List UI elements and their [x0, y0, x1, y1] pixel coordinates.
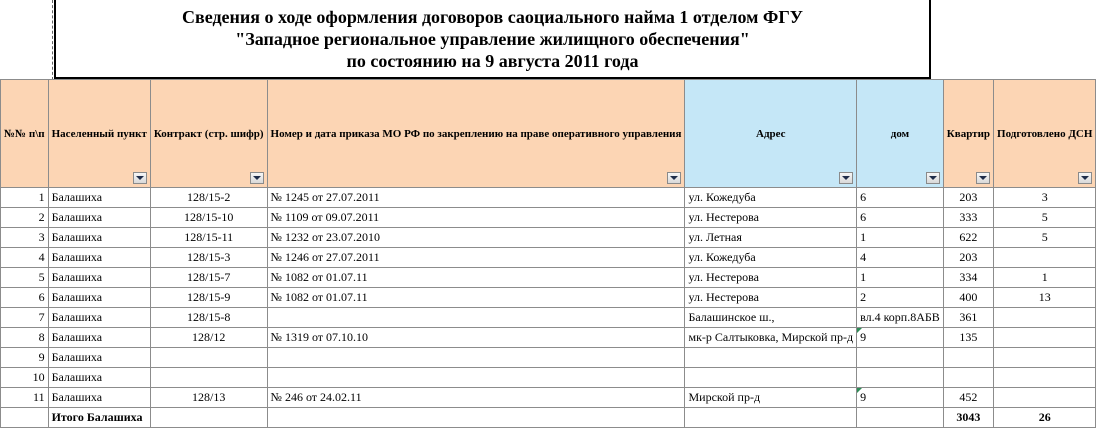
cell-num[interactable]: 7 — [1, 308, 49, 328]
cell-num[interactable]: 3 — [1, 228, 49, 248]
cell-apartments[interactable] — [943, 368, 993, 388]
cell-contract[interactable]: 128/15-9 — [150, 288, 267, 308]
cell-prepared[interactable] — [994, 368, 1096, 388]
header-settlement-label: Населенный пункт — [51, 127, 147, 140]
cell-order[interactable]: № 1319 от 07.10.10 — [267, 328, 685, 348]
cell-house[interactable]: 9 — [857, 388, 944, 408]
cell-prepared[interactable]: 5 — [994, 228, 1096, 248]
cell-num[interactable]: 5 — [1, 268, 49, 288]
table-row — [1, 308, 1096, 328]
cell-apartments[interactable]: 622 — [943, 228, 993, 248]
cell-house[interactable] — [857, 348, 944, 368]
cell-settlement[interactable]: Балашиха — [48, 208, 150, 228]
header-house-label: дом — [890, 127, 910, 140]
cell-house[interactable]: 4 — [857, 248, 944, 268]
cell-order[interactable]: № 1246 от 27.07.2011 — [267, 248, 685, 268]
cell-house[interactable] — [857, 368, 944, 388]
filter-dropdown-icon[interactable] — [1078, 172, 1092, 184]
cell-prepared[interactable] — [994, 308, 1096, 328]
filter-dropdown-icon[interactable] — [839, 172, 853, 184]
table-row — [1, 208, 1096, 228]
title-line-3: по состоянию на 9 августа 2011 года — [346, 50, 639, 71]
title-band — [0, 0, 934, 80]
cell-prepared[interactable]: 5 — [994, 208, 1096, 228]
cell-settlement[interactable]: Балашиха — [48, 328, 150, 348]
header-prepared-label: Подготовлено ДСН — [997, 127, 1093, 140]
cell-apartments[interactable]: 334 — [943, 268, 993, 288]
cell-address[interactable] — [685, 348, 857, 368]
header-prepared[interactable] — [994, 80, 1096, 188]
cell-order[interactable]: № 1245 от 27.07.2011 — [267, 188, 685, 208]
cell-house[interactable]: 2 — [857, 288, 944, 308]
filter-dropdown-icon[interactable] — [667, 172, 681, 184]
cell-address[interactable]: ул. Нестерова — [685, 208, 857, 228]
cell-address[interactable] — [685, 408, 857, 428]
total-apartments[interactable]: 3043 — [943, 408, 993, 428]
cell-order[interactable] — [267, 368, 685, 388]
cell-prepared[interactable] — [994, 328, 1096, 348]
cell-order[interactable] — [267, 308, 685, 328]
cell-settlement[interactable]: Балашиха — [48, 368, 150, 388]
cell-order[interactable] — [267, 408, 685, 428]
table-row — [1, 348, 1096, 368]
cell-contract[interactable]: 128/15-2 — [150, 188, 267, 208]
cell-address[interactable]: ул. Нестерова — [685, 268, 857, 288]
table-row — [1, 248, 1096, 268]
cell-house[interactable]: 9 — [857, 328, 944, 348]
cell-num[interactable] — [1, 408, 49, 428]
cell-address[interactable] — [685, 368, 857, 388]
cell-apartments[interactable] — [943, 348, 993, 368]
cell-apartments[interactable]: 361 — [943, 308, 993, 328]
cell-apartments[interactable]: 135 — [943, 328, 993, 348]
header-num-label: №№ п\п — [4, 127, 45, 140]
cell-num[interactable]: 10 — [1, 368, 49, 388]
table-row — [1, 388, 1096, 408]
cell-settlement[interactable]: Балашиха — [48, 188, 150, 208]
cell-settlement[interactable]: Балашиха — [48, 388, 150, 408]
cell-address[interactable]: ул. Летная — [685, 228, 857, 248]
cell-order[interactable]: № 1082 от 01.07.11 — [267, 268, 685, 288]
cell-address[interactable]: ул. Кожедуба — [685, 248, 857, 268]
cell-contract[interactable]: 128/13 — [150, 388, 267, 408]
report-title[interactable] — [54, 0, 931, 79]
cell-num[interactable]: 2 — [1, 208, 49, 228]
table-row — [1, 368, 1096, 388]
cell-address[interactable]: Балашинское ш., — [685, 308, 857, 328]
cell-apartments[interactable]: 203 — [943, 188, 993, 208]
table-row — [1, 188, 1096, 208]
filter-dropdown-icon[interactable] — [250, 172, 264, 184]
cell-settlement[interactable]: Балашиха — [48, 348, 150, 368]
cell-contract[interactable]: 128/12 — [150, 328, 267, 348]
header-row — [1, 80, 1096, 188]
cell-contract[interactable] — [150, 368, 267, 388]
cell-order[interactable]: № 1109 от 09.07.2011 — [267, 208, 685, 228]
header-house[interactable] — [857, 80, 944, 188]
title-line-1: Сведения о ходе оформления договоров саоциального найма 1 отделом ФГУ — [181, 6, 804, 27]
filter-dropdown-icon[interactable] — [926, 172, 940, 184]
cell-house[interactable]: вл.4 корп.8АБВ — [857, 308, 944, 328]
cell-contract[interactable]: 128/15-8 — [150, 308, 267, 328]
cell-num[interactable]: 6 — [1, 288, 49, 308]
cell-order[interactable]: № 1082 от 01.07.11 — [267, 288, 685, 308]
cell-apartments[interactable]: 333 — [943, 208, 993, 228]
cell-contract[interactable]: 128/15-11 — [150, 228, 267, 248]
cell-num[interactable]: 1 — [1, 188, 49, 208]
title-left-cell[interactable] — [0, 0, 53, 80]
cell-contract[interactable]: 128/15-10 — [150, 208, 267, 228]
header-apartments[interactable] — [943, 80, 993, 188]
header-address[interactable] — [685, 80, 857, 188]
header-apartments-label: Квартир — [946, 127, 991, 140]
cell-house[interactable]: 6 — [857, 208, 944, 228]
cell-settlement[interactable]: Балашиха — [48, 288, 150, 308]
cell-order[interactable]: № 1232 от 23.07.2010 — [267, 228, 685, 248]
total-label[interactable]: Итого Балашиха — [48, 408, 150, 428]
cell-num[interactable]: 4 — [1, 248, 49, 268]
cell-contract[interactable] — [150, 348, 267, 368]
header-settlement[interactable] — [48, 80, 150, 188]
cell-apartments[interactable]: 203 — [943, 248, 993, 268]
header-num[interactable] — [1, 80, 49, 188]
cell-house[interactable]: 6 — [857, 188, 944, 208]
cell-settlement[interactable]: Балашиха — [48, 268, 150, 288]
cell-address[interactable]: ул. Кожедуба — [685, 188, 857, 208]
title-line-2: "Западное региональное управление жилищного обеспечения" — [235, 28, 750, 49]
cell-settlement[interactable]: Балашиха — [48, 248, 150, 268]
cell-house[interactable]: 1 — [857, 268, 944, 288]
header-order[interactable] — [267, 80, 685, 188]
filter-dropdown-icon[interactable] — [133, 172, 147, 184]
data-table — [0, 79, 1096, 428]
cell-address[interactable]: мк-р Салтыковка, Мирской пр-д — [685, 328, 857, 348]
cell-settlement[interactable]: Балашиха — [48, 228, 150, 248]
cell-prepared[interactable] — [994, 248, 1096, 268]
cell-contract[interactable]: 128/15-7 — [150, 268, 267, 288]
cell-apartments[interactable]: 400 — [943, 288, 993, 308]
cell-apartments[interactable]: 452 — [943, 388, 993, 408]
header-contract-label: Контракт (стр. шифр) — [153, 127, 264, 140]
cell-num[interactable]: 9 — [1, 348, 49, 368]
cell-num[interactable]: 8 — [1, 328, 49, 348]
cell-address[interactable]: ул. Нестерова — [685, 288, 857, 308]
cell-prepared[interactable] — [994, 388, 1096, 408]
cell-contract[interactable] — [150, 408, 267, 428]
table-row — [1, 268, 1096, 288]
cell-prepared[interactable]: 1 — [994, 268, 1096, 288]
total-prepared[interactable]: 26 — [994, 408, 1096, 428]
cell-contract[interactable]: 128/15-3 — [150, 248, 267, 268]
cell-settlement[interactable]: Балашиха — [48, 308, 150, 328]
cell-order[interactable] — [267, 348, 685, 368]
table-row — [1, 288, 1096, 308]
filter-dropdown-icon[interactable] — [976, 172, 990, 184]
cell-house[interactable]: 1 — [857, 228, 944, 248]
table-row — [1, 228, 1096, 248]
cell-address[interactable]: Мирской пр-д — [685, 388, 857, 408]
cell-house[interactable] — [857, 408, 944, 428]
cell-num[interactable]: 11 — [1, 388, 49, 408]
cell-prepared[interactable] — [994, 348, 1096, 368]
cell-prepared[interactable]: 13 — [994, 288, 1096, 308]
cell-prepared[interactable]: 3 — [994, 188, 1096, 208]
cell-order[interactable]: № 246 от 24.02.11 — [267, 388, 685, 408]
header-address-label: Адрес — [756, 127, 786, 140]
header-contract[interactable] — [150, 80, 267, 188]
header-order-label: Номер и дата приказа МО РФ по закреплению на праве оперативного управления — [270, 127, 682, 140]
total-row — [1, 408, 1096, 428]
table-row — [1, 328, 1096, 348]
